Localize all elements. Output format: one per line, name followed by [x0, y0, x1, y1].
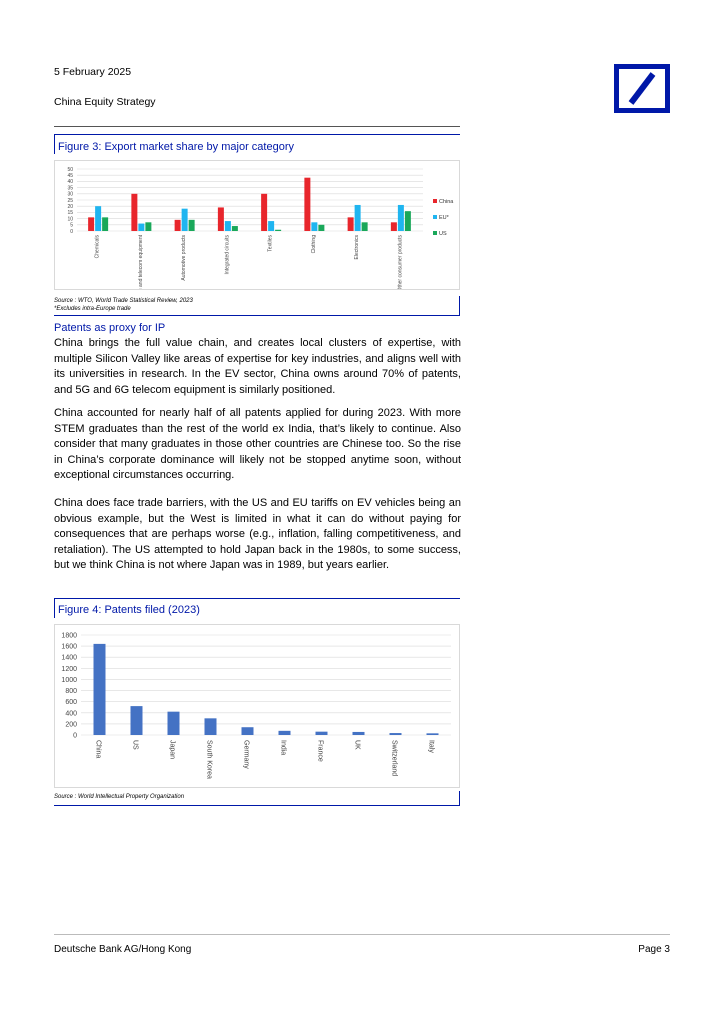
- footer-left: Deutsche Bank AG/Hong Kong: [54, 944, 192, 955]
- bar-eu-0: [95, 206, 101, 231]
- bar-uk: [353, 732, 365, 735]
- bar-china-4: [261, 194, 267, 231]
- bar-eu-6: [355, 205, 361, 231]
- bar-china-3: [218, 207, 224, 231]
- x-tick-label: China: [94, 740, 102, 759]
- y-tick-label: 1600: [61, 643, 77, 651]
- legend-swatch-0: [433, 199, 437, 203]
- bar-china-2: [175, 220, 181, 231]
- x-tick-label: Switzerland: [390, 740, 398, 777]
- bar-china-6: [348, 217, 354, 231]
- figure4-chart: [54, 624, 460, 788]
- bar-us-5: [318, 225, 324, 231]
- y-tick-label: 15: [67, 210, 73, 217]
- bar-italy: [427, 733, 439, 735]
- x-tick-label: South Korea: [205, 740, 213, 779]
- y-tick-label: 1200: [61, 665, 77, 673]
- bar-eu-4: [268, 221, 274, 231]
- bar-us-6: [362, 222, 368, 231]
- paragraph-3: China does face trade barriers, with the US and EU tariffs on EV vehicles being an obvious example, but the West is limited in what it can do without paying for consequences that are perhaps worse (e.g., inflation, falling competitiveness, and retaliation). The US attempted to hold Japan back in the 1980s, to some success, but we think China is not where Japan was in 1989, but years earlier.: [54, 497, 461, 571]
- bar-us-1: [145, 222, 151, 231]
- y-tick-label: 600: [65, 699, 77, 707]
- bar-south-korea: [205, 718, 217, 735]
- bar-china-7: [391, 222, 397, 231]
- legend-swatch-2: [433, 231, 437, 235]
- bar-china-5: [304, 178, 310, 231]
- x-tick-label: Clothing: [310, 235, 317, 254]
- bar-eu-3: [225, 221, 231, 231]
- figure3-chart: [54, 160, 460, 290]
- x-tick-label: Italy: [427, 740, 435, 753]
- y-tick-label: 20: [67, 204, 73, 210]
- bar-india: [279, 731, 291, 735]
- logo-slash-icon: [619, 69, 665, 108]
- x-tick-label: Other consumer products: [397, 235, 404, 289]
- x-tick-label: Automotive products: [181, 235, 188, 281]
- x-tick-label: France: [316, 740, 324, 762]
- figure3-chart-svg: [55, 161, 459, 289]
- report-title: China Equity Strategy: [54, 96, 156, 108]
- y-tick-label: 0: [73, 732, 77, 740]
- deutsche-bank-logo: [614, 64, 670, 113]
- bar-us-7: [405, 211, 411, 231]
- figure3-source: Source : WTO, World Trade Statistical Review, 2023: [54, 298, 193, 304]
- bar-germany: [242, 727, 254, 735]
- y-tick-label: 1000: [61, 676, 77, 684]
- y-tick-label: 25: [67, 197, 73, 204]
- y-tick-label: 30: [67, 191, 73, 198]
- figure4-title: Figure 4: Patents filed (2023): [58, 604, 200, 616]
- x-tick-label: US: [131, 740, 139, 750]
- y-tick-label: 200: [65, 721, 77, 729]
- figure3-title: Figure 3: Export market share by major category: [58, 141, 294, 153]
- bar-switzerland: [390, 733, 402, 735]
- bar-china: [94, 644, 106, 735]
- legend-swatch-1: [433, 215, 437, 219]
- y-tick-label: 1400: [61, 654, 77, 662]
- footer-rule: [54, 934, 670, 935]
- figure4-chart-svg: [55, 625, 459, 787]
- bar-eu-5: [311, 222, 317, 231]
- x-tick-label: UK: [353, 740, 361, 750]
- bar-japan: [168, 712, 180, 735]
- x-tick-label: Japan: [168, 740, 176, 760]
- footer-page-number: Page 3: [638, 944, 670, 955]
- y-tick-label: 50: [67, 166, 73, 173]
- x-tick-label: Electronics: [354, 235, 361, 260]
- y-tick-label: 1800: [61, 632, 77, 640]
- report-date: 5 February 2025: [54, 66, 132, 78]
- bar-china-0: [88, 217, 94, 231]
- bar-france: [316, 732, 328, 735]
- x-tick-label: India: [279, 740, 287, 756]
- bar-us-2: [189, 220, 195, 231]
- section-heading: Patents as proxy for IP: [54, 322, 166, 334]
- legend-label-1: EU*: [439, 215, 449, 221]
- y-tick-label: 10: [67, 216, 73, 223]
- x-tick-label: Germany: [242, 740, 250, 769]
- figure4-source: Source : World Intellectual Property Organization: [54, 794, 185, 800]
- y-tick-label: 45: [67, 173, 73, 179]
- legend-label-0: China: [439, 199, 454, 205]
- bar-eu-2: [182, 209, 188, 231]
- paragraph-1: China brings the full value chain, and creates local clusters of expertise, with multiple Silicon Valley like areas of expertise for key industries, and aligns well with its universities in research. In the EV sector, China owns around 70% of patents, and 5G and 6G telecom equipment is similarly positioned.: [54, 337, 461, 396]
- x-tick-label: Integrated circuits: [224, 235, 231, 275]
- y-tick-label: 5: [70, 222, 73, 229]
- bar-eu-1: [138, 224, 144, 231]
- bar-us-0: [102, 217, 108, 231]
- bar-china-1: [131, 194, 137, 231]
- bar-us: [131, 706, 143, 735]
- y-tick-label: 0: [70, 228, 73, 235]
- legend-label-2: US: [439, 231, 447, 237]
- bar-eu-7: [398, 205, 404, 231]
- header-rule: [54, 126, 460, 127]
- figure3-note: *Excludes intra-Europe trade: [54, 306, 131, 312]
- x-tick-label: Textiles: [267, 235, 274, 252]
- y-tick-label: 35: [67, 185, 73, 192]
- paragraph-2: China accounted for nearly half of all patents applied for during 2023. With more STEM graduates than the rest of the world ex India, that’s likely to continue. Also consider that many graduates in those other countries are Chinese too. So the rise in China’s corporate dominance will likely not be stopped anytime soon, without exceptional circumstances occurring.: [54, 407, 461, 481]
- bar-us-3: [232, 226, 238, 231]
- y-tick-label: 800: [65, 688, 77, 696]
- y-tick-label: 40: [67, 179, 73, 186]
- bar-us-4: [275, 230, 281, 231]
- x-tick-label: Office and telecom equipment: [137, 235, 144, 289]
- x-tick-label: Chemicals: [94, 235, 101, 259]
- y-tick-label: 400: [65, 710, 77, 718]
